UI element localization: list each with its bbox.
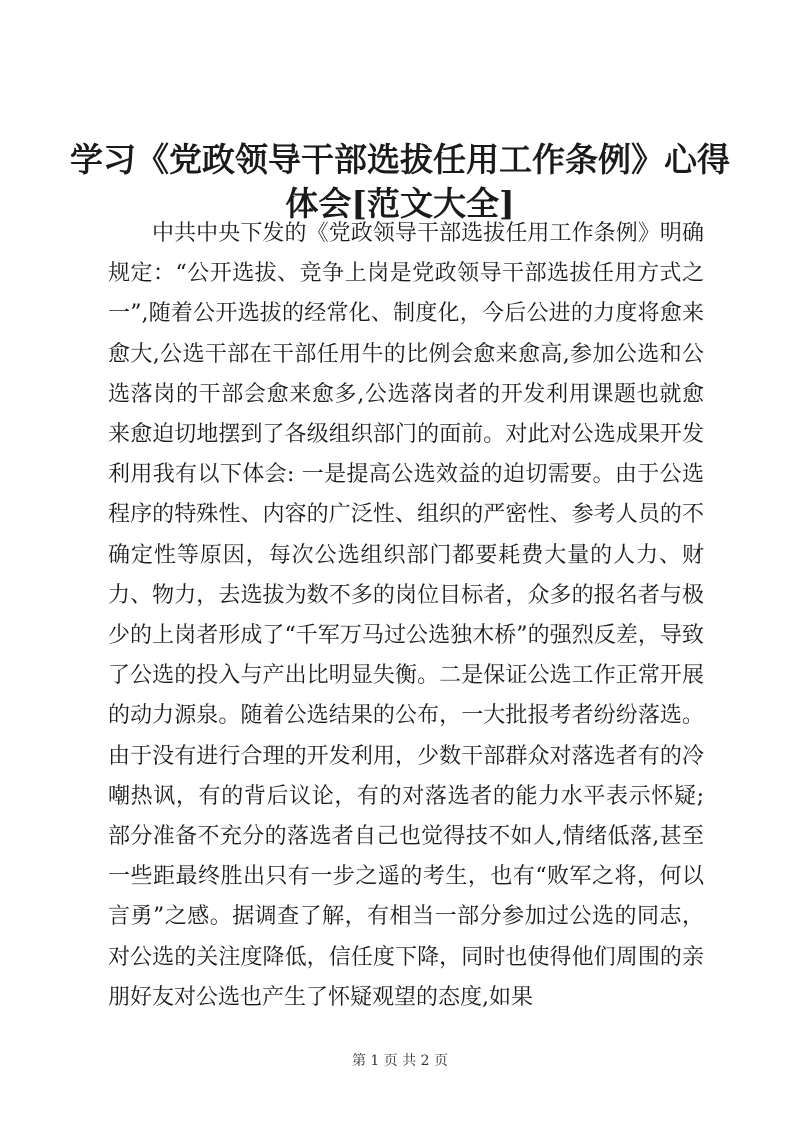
body-paragraph: 中共中央下发的《党政领导干部选拔任用工作条例》明确规定：“公开选拔、竞争上岗是党政领导干部选拔任用方式之一”,随着公开选拔的经常化、制度化，今后公进的力度将愈来愈大,公选干部在干部任用牛的比例会愈来愈高,参加公选和公选落岗的干部会愈来愈多,公选落岗者的开发利用课题也就愈来愈迫切地摆到了各级组织部门的面前。对此对公选成果开发利用我有以下体会: 一是提高公选效益的迫切需要。由于公选程序的特殊性、内容的广泛性、组织的严密性、参考人员的不确定性等原因，每次公选组织部门都要耗费大量的人力、财力、物力，去选拔为数不多的岗位目标者，众多的报名者与极少的上岗者形成了“千军万马过公选独木桥”的强烈反差，导致了公选的投入与产出比明显失衡。二是保证公选工作正常开展的动力源泉。随着公选结果的公布，一大批报考者纷纷落选。由于没有进行合理的开发利用，少数干部群众对落选者有的冷嘲热讽，有的背后议论，有的对落选者的能力水平表示怀疑; 部分准备不充分的落选者自己也觉得技不如人,情绪低落,甚至一些距最终胜出只有一步之遥的考生，也有“败军之将，何以言勇”之感。据调查了解，有相当一部分参加过公选的同志，对公选的关注度降低，信任度下降，同时也使得他们周围的亲朋好友对公选也产生了怀疑观望的态度,如果 <box>108 221 704 1010</box>
title-line-2: 体会[范文大全] <box>285 184 515 223</box>
document-title <box>60 138 740 226</box>
page-footer: 第 1 页 共 2 页 <box>351 1053 449 1069</box>
title-line-1: 学习《党政领导干部选拔任用工作条例》心得 <box>70 140 730 179</box>
